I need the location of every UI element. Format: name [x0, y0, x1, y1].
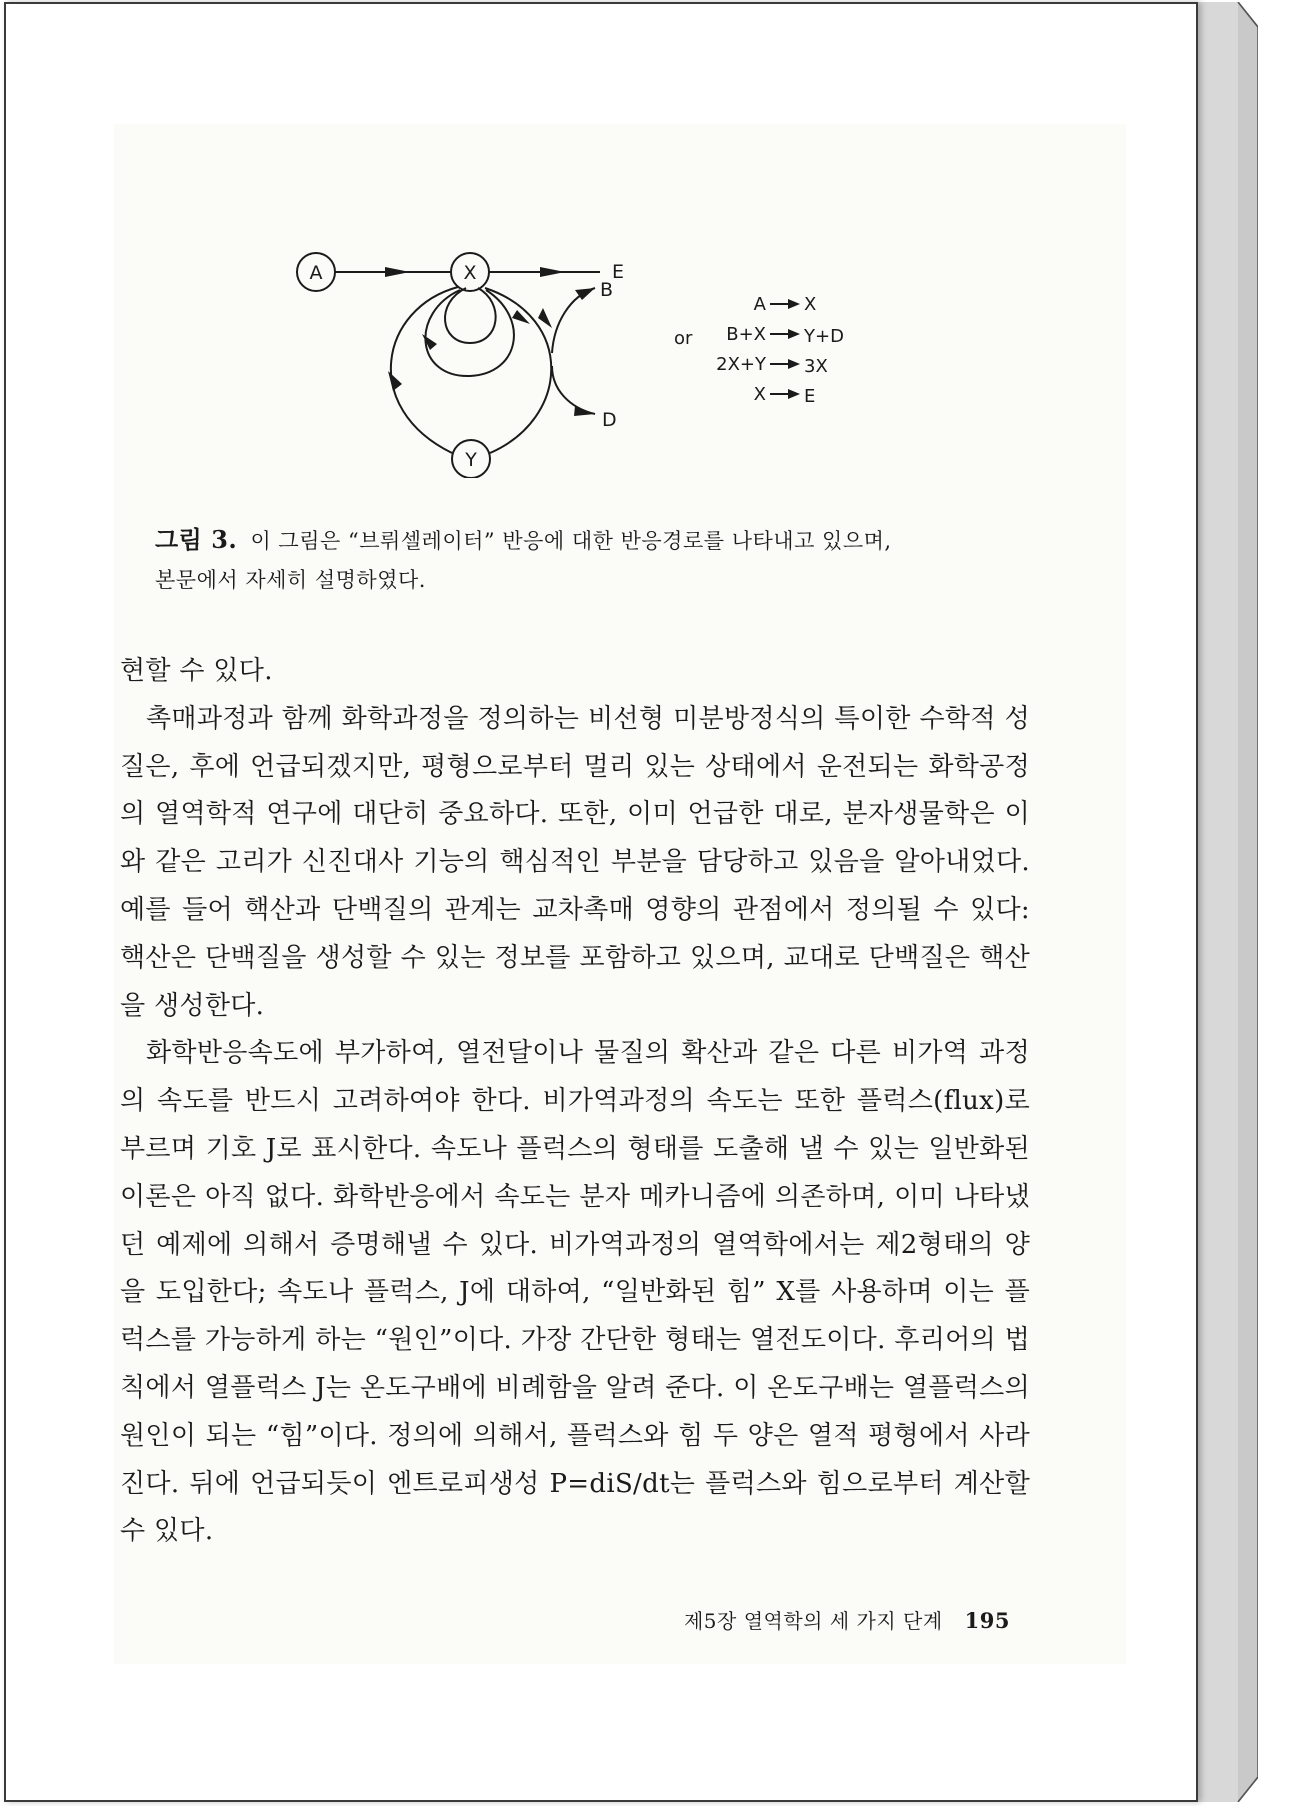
- reaction-4-left: X: [753, 384, 766, 405]
- arrow-b-in: [552, 288, 595, 353]
- figure-caption-continued: [155, 562, 1035, 598]
- loop-x-to-y: [391, 287, 458, 453]
- label-d: D: [602, 409, 617, 431]
- caption-line-2: 본문에서 자세히 설명하였다.: [155, 568, 426, 592]
- arrow-d-out: [552, 366, 595, 414]
- caption-line-1: 이 그림은 “브뤼셀레이터” 반응에 대한 반응경로를 나타내고 있으며,: [250, 529, 892, 553]
- brusselator-diagram: [290, 248, 890, 478]
- node-y-label: Y: [465, 449, 477, 471]
- innermost-loop: [445, 288, 496, 343]
- book-spine: [1198, 2, 1258, 1802]
- paragraph-3: 화학반응속도에 부가하여, 열전달이나 물질의 확산과 같은 다른 비가역 과정의 속도를 반드시 고려하여야 한다. 비가역과정의 속도는 또한 플럭스(flux)로 부르며 기호 J로 표시한다. 속도나 플럭스의 형태를 도출해 낼 수 있는 일반화된 이론은 아직 없다. 화학반응에서 속도는 분자 메카니즘에 의존하며, 이미 나타냈던 예제에 의해서 증명해낼 수 있다. 비가역과정의 열역학에서는 제2형태의 양을 도입한다; 속도나 플럭스, J에 대하여, “일반화된 힘” X를 사용하며 이는 플럭스를 가능하게 하는 “원인”이다. 가장 간단한 형태는 열전도이다. 후리어의 법칙에서 열플럭스 J는 온도구배에 비례함을 알려 준다. 이 온도구배는 열플럭스의 원인이 되는 “힘”이다. 정의에 의해서, 플럭스와 힘 두 양은 열적 평형에서 사라진다. 뒤에 언급되듯이 엔트로피생성 P=diS/dt는 플럭스와 힘으로부터 계산할 수 있다.: [120, 1038, 1030, 1547]
- paragraph-1: 현할 수 있다.: [120, 656, 273, 686]
- reaction-4-right: E: [804, 386, 816, 407]
- reaction-1-left: A: [753, 294, 766, 315]
- page-footer: [640, 1605, 1010, 1634]
- reaction-list: [716, 294, 844, 407]
- figure-caption: [155, 522, 1035, 559]
- node-a-label: A: [309, 262, 323, 284]
- node-x-label: X: [463, 262, 477, 284]
- inner-loop: [425, 290, 513, 376]
- label-or: or: [674, 328, 693, 349]
- chapter-title: 제5장 열역학의 세 가지 단계: [683, 1609, 943, 1633]
- label-e: E: [612, 261, 625, 283]
- paragraph-2: 촉매과정과 함께 화학과정을 정의하는 비선형 미분방정식의 특이한 수학적 성질은, 후에 언급되겠지만, 평형으로부터 멀리 있는 상태에서 운전되는 화학공정의 열역학적 연구에 대단히 중요하다. 또한, 이미 언급한 대로, 분자생물학은 이와 같은 고리가 신진대사 기능의 핵심적인 부분을 담당하고 있음을 알아내었다. 예를 들어 핵산과 단백질의 관계는 교차촉매 영향의 관점에서 정의될 수 있다: 핵산은 단백질을 생성할 수 있는 정보를 포함하고 있으며, 교대로 단백질은 핵산을 생성한다.: [120, 703, 1030, 1021]
- reaction-1-right: X: [804, 294, 817, 315]
- body-text: [120, 648, 1030, 1556]
- reaction-2-right: Y+D: [804, 326, 844, 347]
- reaction-2-left: B+X: [726, 324, 766, 345]
- reaction-3-left: 2X+Y: [716, 354, 766, 375]
- page-number: 195: [964, 1608, 1010, 1633]
- label-b: B: [600, 279, 614, 301]
- caption-label: 그림 3.: [155, 525, 238, 554]
- reaction-3-right: 3X: [804, 356, 828, 377]
